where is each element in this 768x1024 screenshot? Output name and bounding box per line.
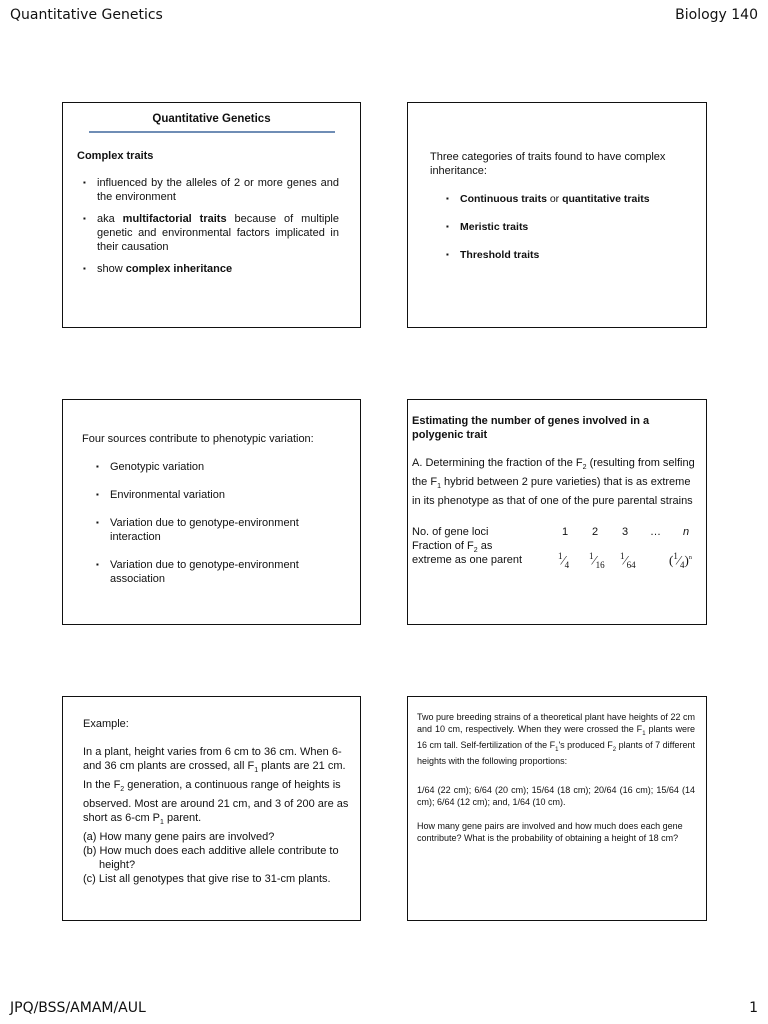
point-a: A. Determining the fraction of the $F_2$ (resulting from selfing the $F_1$ hybrid between 2 pure varieties) that is as extreme in its phenotype as that of one of the pure parental strains <box>412 457 695 508</box>
slide-heading: Example: <box>83 718 129 730</box>
question-list <box>83 830 351 886</box>
list-item: ▪ Genotypic variation <box>96 460 336 474</box>
loci-value: 2 <box>592 526 599 538</box>
fraction-value: $^1⁄_{16}$ <box>589 551 605 570</box>
slide-6 <box>407 696 707 921</box>
slide-title: Quantitative Genetics <box>152 113 271 125</box>
question: (c) List all genotypes that give rise to 31-cm plants. <box>83 873 331 885</box>
row-label-fraction: Fraction of $F_2$ as <box>412 540 493 555</box>
list-item: ▪ aka multifactorial traits because of multiple genetic and environmental factors implicated in their causation <box>83 212 339 254</box>
bullet-list <box>96 460 336 586</box>
slide-heading: Complex traits <box>77 150 154 162</box>
list-item: ▪ Meristic traits <box>446 220 696 234</box>
list-item: ▪ show complex inheritance <box>83 262 339 276</box>
loci-value: 1 <box>562 526 569 538</box>
list-item: ▪ Continuous traits or quantitative traits <box>446 192 696 206</box>
example-text: In a plant, height varies from 6 cm to 36 cm. When 6- and 36 cm plants are crossed, all $F_1$ plants are 21 cm. In the $F_2$ generation, a continuous range of heights is observed. Most are around 21 cm, and 3 of 200 are as short as 6-cm $P_1$ parent. <box>83 746 349 827</box>
header-course: Biology 140 <box>675 7 758 23</box>
list-item: ▪ Threshold traits <box>446 248 696 262</box>
list-item: ▪ Variation due to genotype-environment association <box>96 558 336 586</box>
slide-5 <box>62 696 361 921</box>
header-title: Quantitative Genetics <box>10 7 163 23</box>
bullet-list <box>83 176 339 276</box>
question: (b) How much does each additive allele contribute to height? <box>83 845 339 871</box>
slide-3 <box>62 399 361 625</box>
footer-author: JPQ/BSS/AMAM/AUL <box>10 1000 146 1016</box>
question-text: How many gene pairs are involved and how much does each gene contribute? What is the probability of obtaining a height of 18 cm? <box>417 821 683 843</box>
loci-value: 3 <box>622 526 629 538</box>
slide-title: Estimating the number of genes involved in a polygenic trait <box>412 415 650 441</box>
slide-4 <box>407 399 707 625</box>
fraction-value: $^1⁄_4$ <box>558 551 570 570</box>
fraction-value: $(^1⁄_4)^n$ <box>669 551 692 570</box>
slide-intro: Four sources contribute to phenotypic variation: <box>82 433 314 445</box>
list-item: ▪ Environmental variation <box>96 488 336 502</box>
title-underline <box>89 131 335 133</box>
loci-value: n <box>683 526 690 538</box>
fraction-value: $^1⁄_{64}$ <box>620 551 636 570</box>
page-number: 1 <box>749 1000 758 1016</box>
list-item: ▪ Variation due to genotype-environment interaction <box>96 516 336 544</box>
problem-text: Two pure breeding strains of a theoretical plant have heights of 22 cm and 10 cm, respectively. When they were crossed the $F_1$ plants were 16 cm tall. Self-fertilization of the $F_1's$ produced $F_2$ plants of 7 different heights with the following proportions: <box>417 712 695 767</box>
row-label-extreme: extreme as one parent <box>412 554 523 566</box>
bullet-list <box>446 192 696 262</box>
loci-value: … <box>650 526 661 538</box>
row-label-loci: No. of gene loci <box>412 526 489 538</box>
proportions-text: 1/64 (22 cm); 6/64 (20 cm); 15/64 (18 cm); 20/64 (16 cm); 15/64 (14 cm); 6/64 (12 cm); and, 1/64 (10 cm). <box>417 785 695 807</box>
list-item: ▪ influenced by the alleles of 2 or more genes and the environment <box>83 176 339 204</box>
slide-2 <box>407 102 707 328</box>
slide-intro: Three categories of traits found to have complex inheritance: <box>430 151 666 177</box>
question: (a) How many gene pairs are involved? <box>83 831 275 843</box>
slide-1 <box>62 102 361 328</box>
